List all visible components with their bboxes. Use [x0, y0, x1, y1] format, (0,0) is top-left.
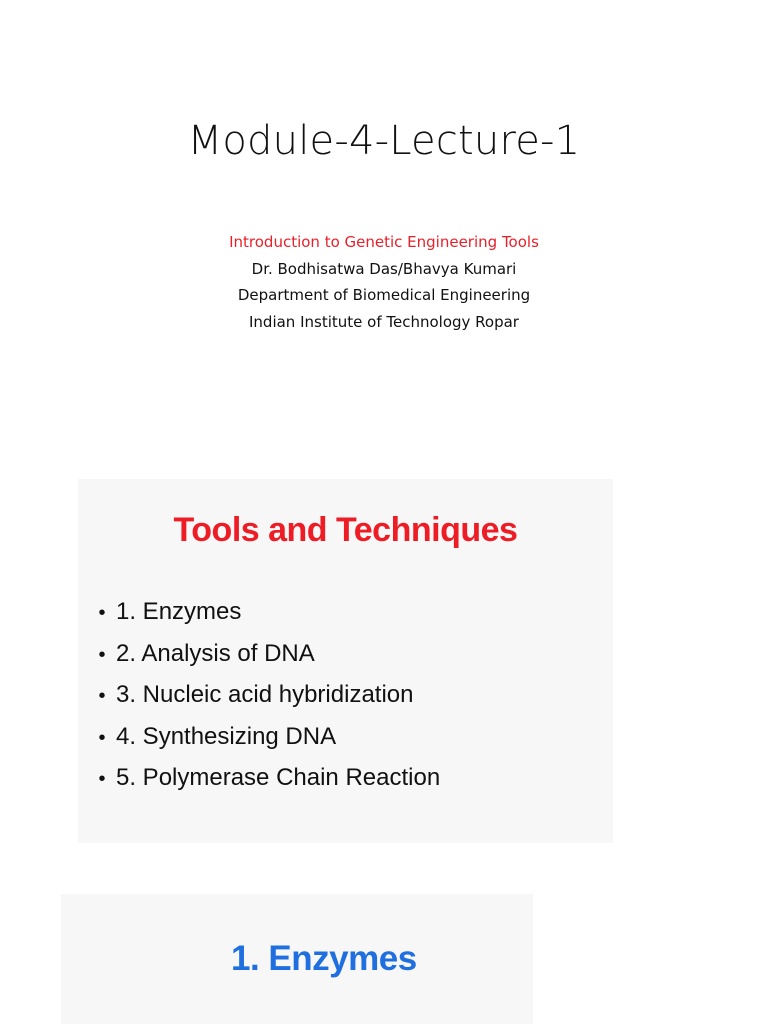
slide-heading: Tools and Techniques [173, 511, 518, 549]
title-page-details [0, 229, 768, 335]
list-item-text: 3. Nucleic acid hybridization [116, 681, 414, 708]
list-item-text: 4. Synthesizing DNA [116, 722, 337, 750]
list-item [88, 757, 440, 799]
bullet-marker: • [98, 726, 106, 749]
list-item [88, 674, 440, 716]
bullet-marker: • [98, 643, 106, 666]
bullet-list [88, 591, 440, 799]
institute: Indian Institute of Technology Ropar [249, 312, 519, 331]
department: Department of Biomedical Engineering [237, 286, 531, 304]
bullet-marker: • [98, 768, 106, 790]
list-item [88, 716, 440, 758]
page-title: Module-4-Lecture-1 [187, 118, 581, 164]
list-item-text: 2. Analysis of DNA [116, 639, 315, 667]
list-item-text: 1. Enzymes [116, 598, 242, 625]
slide-heading: 1. Enzymes [231, 939, 417, 978]
authors: Dr. Bodhisatwa Das/Bhavya Kumari [251, 259, 517, 278]
slide-enzymes [61, 894, 533, 1024]
bullet-marker: • [98, 602, 106, 624]
lecture-topic: Introduction to Genetic Engineering Tools [229, 233, 539, 251]
list-item-text: 5. Polymerase Chain Reaction [116, 764, 441, 791]
slide-tools-and-techniques [78, 479, 613, 843]
list-item [88, 591, 440, 633]
bullet-marker: • [98, 685, 106, 707]
list-item [88, 633, 440, 675]
